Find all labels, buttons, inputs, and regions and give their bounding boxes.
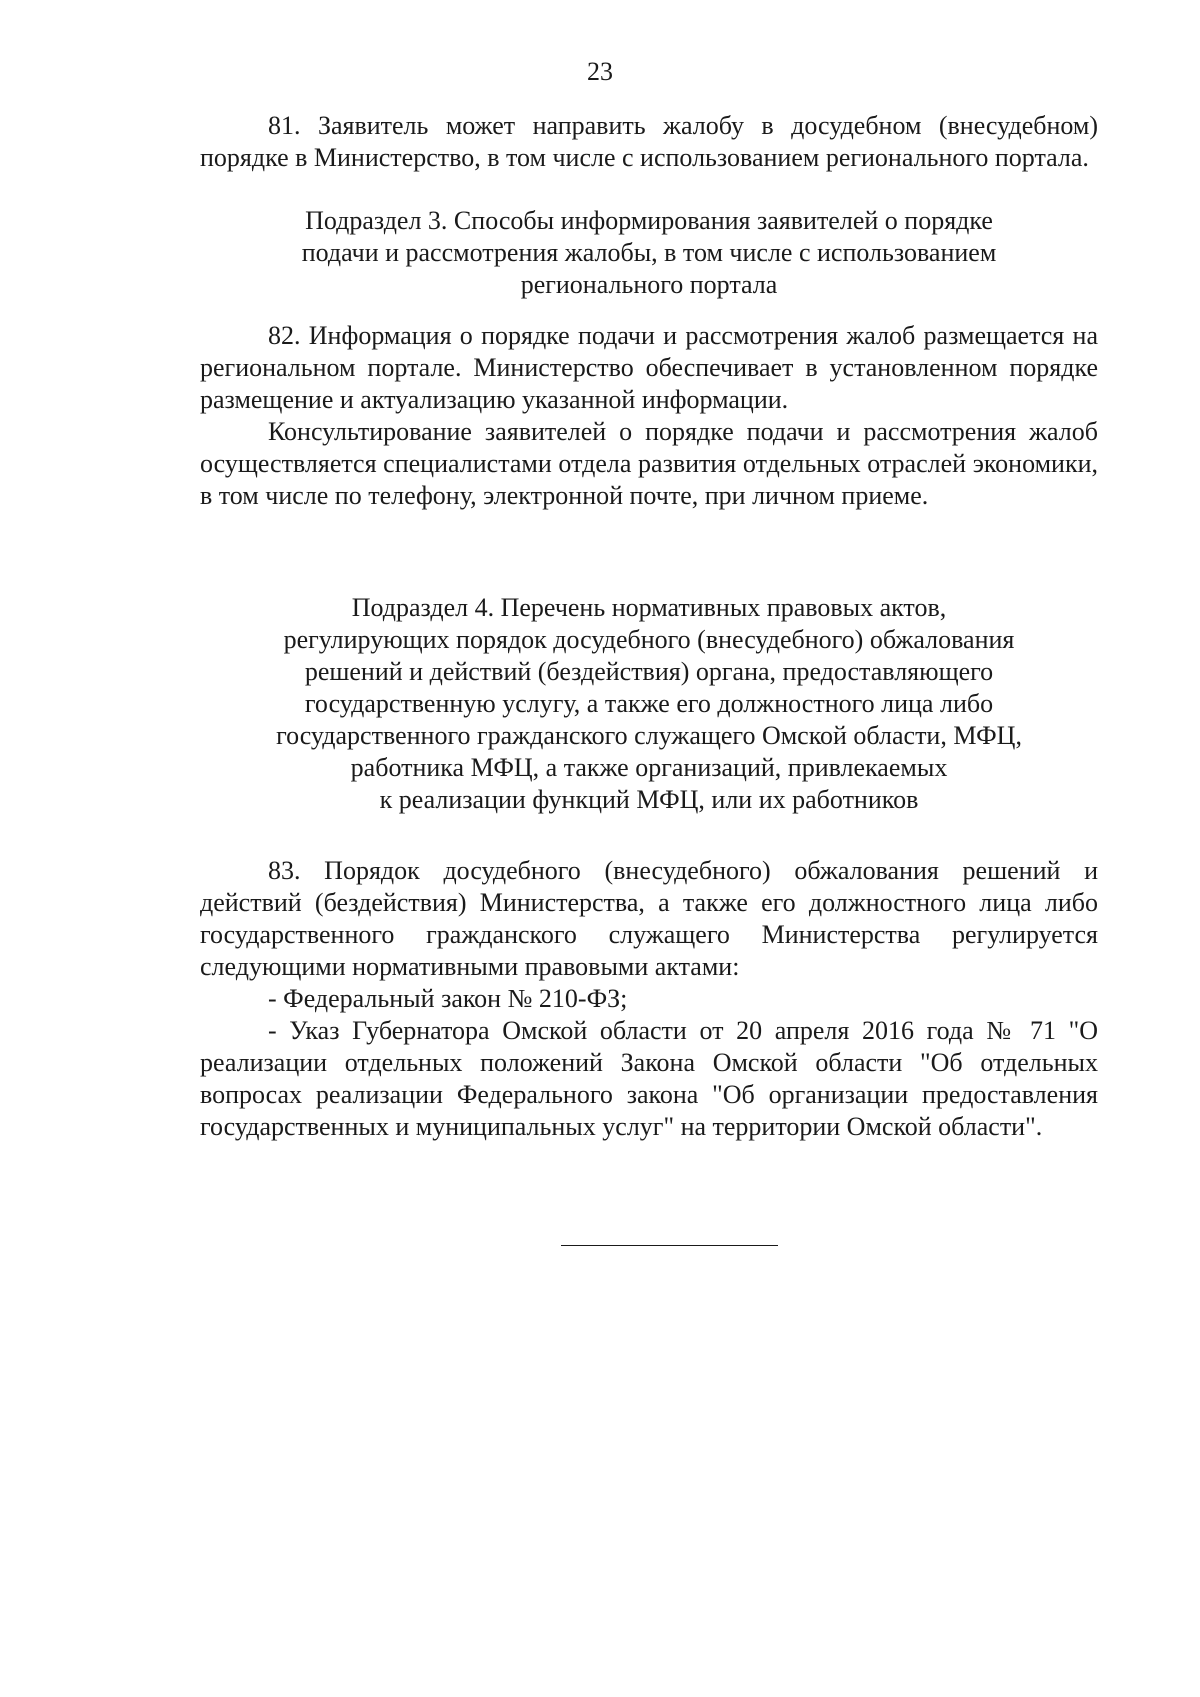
subsection-4-heading bbox=[200, 592, 1098, 816]
subsection-3-line-1: Подраздел 3. Способы информирования заявителей о порядке bbox=[305, 206, 993, 235]
subsection-4-line-7: к реализации функций МФЦ, или их работников bbox=[379, 785, 919, 814]
subsection-4-line-1: Подраздел 4. Перечень нормативных правовых актов, bbox=[351, 593, 947, 622]
paragraph-82: 82. Информация о порядке подачи и рассмотрения жалоб размещается на региональном портале. Министерство обеспечивает в установленном порядке размещение и актуализацию указанной информации. bbox=[200, 321, 1098, 414]
subsection-4-line-3: решений и действий (бездействия) органа, предоставляющего bbox=[304, 657, 994, 686]
paragraph-82-consultation: Консультирование заявителей о порядке подачи и рассмотрения жалоб осуществляется специалистами отдела развития отдельных отраслей экономики, в том числе по телефону, электронной почте, при личном приеме. bbox=[200, 417, 1098, 510]
subsection-4-line-5: государственного гражданского служащего Омской области, МФЦ, bbox=[276, 721, 1022, 750]
subsection-3-line-2: подачи и рассмотрения жалобы, в том числе с использованием bbox=[301, 238, 997, 267]
subsection-3-heading bbox=[200, 205, 1098, 301]
paragraph-81: 81. Заявитель может направить жалобу в досудебном (внесудебном) порядке в Министерство, в том числе с использованием регионального портала. bbox=[200, 111, 1098, 172]
subsection-3-line-3: регионального портала bbox=[520, 270, 778, 299]
subsection-4-line-4: государственную услугу, а также его должностного лица либо bbox=[304, 689, 994, 718]
paragraph-83-block bbox=[200, 855, 1098, 1143]
list-item-governor-decree: - Указ Губернатора Омской области от 20 апреля 2016 года № 71 "О реализации отдельных положений Закона Омской области "Об отдельных вопросах реализации Федерального закона "Об организации предоставления государственных и муниципальных услуг" на территории Омской области". bbox=[200, 1016, 1098, 1141]
subsection-4-line-6: работника МФЦ, а также организаций, привлекаемых bbox=[350, 753, 948, 782]
subsection-4-line-2: регулирующих порядок досудебного (внесудебного) обжалования bbox=[283, 625, 1015, 654]
paragraph-83: 83. Порядок досудебного (внесудебного) обжалования решений и действий (бездействия) Министерства, а также его должностного лица либо государственного гражданского служащего Министерства регулируется следующими нормативными правовыми актами: bbox=[200, 856, 1098, 981]
paragraph-81-block bbox=[200, 110, 1098, 174]
closing-rule bbox=[561, 1245, 778, 1246]
page-number: 23 bbox=[587, 57, 613, 86]
list-item-federal-law: - Федеральный закон № 210-ФЗ; bbox=[268, 984, 628, 1013]
paragraph-82-block bbox=[200, 320, 1098, 512]
